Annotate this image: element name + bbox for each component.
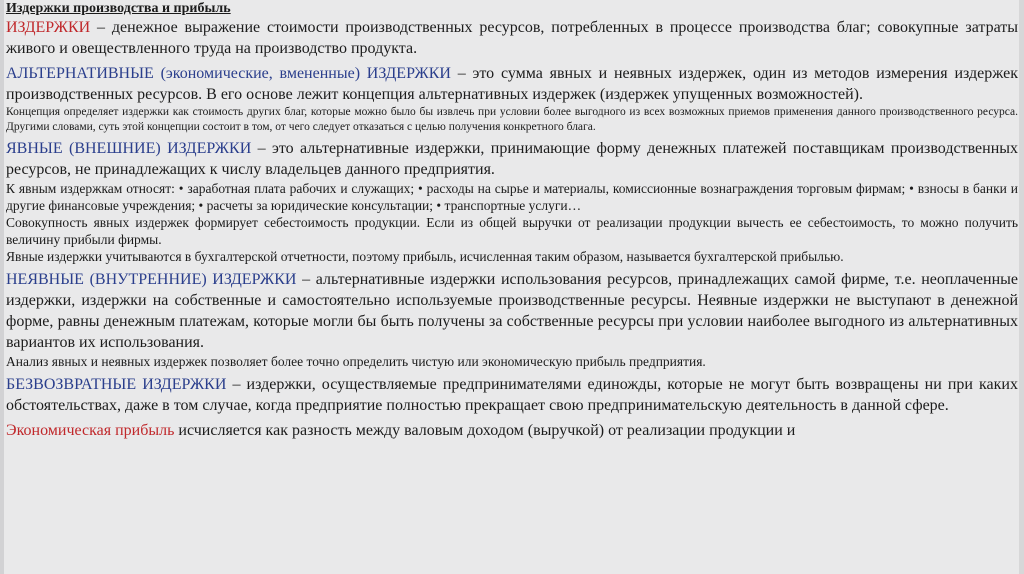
explicit-costs-definition — [6, 138, 1018, 180]
costs-text: – денежное выражение стоимости производственных ресурсов, потребленных в процессе производства благ; совокупные затраты живого и овеществленного труда на производство продукта. — [6, 19, 1018, 57]
term-costs: ИЗДЕРЖКИ — [6, 19, 91, 36]
alternative-costs-note: Концепция определяет издержки как стоимость других благ, которые можно было бы извлечь при условии более выгодного из всех возможных приемов применения данного производственного ресурса. Другими словами, суть этой концепции состоит в том, от чего следует отказаться с целью получения конкретного блага. — [6, 106, 1018, 133]
implicit-costs-note: Анализ явных и неявных издержек позволяет более точно определить чистую или экономическую прибыль предприятия. — [6, 354, 706, 369]
page-title: Издержки производства и прибыль — [6, 1, 231, 16]
implicit-costs-text: – альтернативные издержки использования ресурсов, принадлежащих самой фирме, т.е. неоплаченные издержки, издержки на собственные и самостоятельно используемые производственные ресурсы. Неявные издержки не выступают в денежной форме, равны денежным платежам, которые могли бы быть получены за собственные ресурсы при условии наиболее выгодного из альтернативных вариантов их использования. — [6, 271, 1018, 351]
implicit-costs-definition — [6, 269, 1018, 353]
costs-definition — [6, 17, 1018, 59]
term-alternative-costs: АЛЬТЕРНАТИВНЫЕ (экономические, вмененные) ИЗДЕРЖКИ — [6, 65, 451, 82]
economic-profit-definition — [6, 420, 1018, 441]
economic-profit-text: исчисляется как разность между валовым доходом (выручкой) от реализации продукции и — [174, 422, 796, 439]
sunk-costs-text: – издержки, осуществляемые предпринимателями единожды, которые не могут быть возвращены ни при каких обстоятельствах, даже в том случае, когда предприятие полностью прекращает свою предпринимательскую деятельность в данной сфере. — [6, 376, 1018, 414]
term-economic-profit: Экономическая прибыль — [6, 422, 175, 439]
left-edge-strip — [0, 0, 4, 574]
sunk-costs-definition — [6, 374, 1018, 416]
explicit-costs-text: – это альтернативные издержки, принимающие форму денежных платежей поставщикам производственных ресурсов, не принадлежащих к числу владельцев данного предприятия. — [6, 140, 1019, 178]
term-explicit-costs: ЯВНЫЕ (ВНЕШНИЕ) ИЗДЕРЖКИ — [6, 140, 252, 157]
explicit-costs-list: К явным издержкам относят: • заработная плата рабочих и служащих; • расходы на сырье и материалы, комиссионные вознаграждения торговым фирмам; • взносы в банки и другие финансовые учреждения; • расчеты за юридические консультации; • транспортные услуги… — [6, 181, 1018, 213]
right-edge-strip — [1019, 0, 1024, 574]
term-implicit-costs: НЕЯВНЫЕ (ВНУТРЕННИЕ) ИЗДЕРЖКИ — [6, 271, 297, 288]
alternative-costs-text: – это сумма явных и неявных издержек, один из методов измерения издержек производственных ресурсов. В его основе лежит концепция альтернативных издержек (издержек упущенных возможностей). — [6, 65, 1018, 103]
accounting-profit-text: Явные издержки учитываются в бухгалтерской отчетности, поэтому прибыль, исчисленная таким образом, называется бухгалтерской прибылью. — [6, 249, 844, 264]
cost-price-text: Совокупность явных издержек формирует себестоимость продукции. Если из общей выручки от реализации продукции вычесть ее себестоимость, то можно получить величину прибыли фирмы. — [6, 215, 1018, 247]
alternative-costs-definition — [6, 63, 1018, 105]
term-sunk-costs: БЕЗВОЗВРАТНЫЕ ИЗДЕРЖКИ — [6, 376, 227, 393]
slide-content — [6, 0, 1018, 441]
